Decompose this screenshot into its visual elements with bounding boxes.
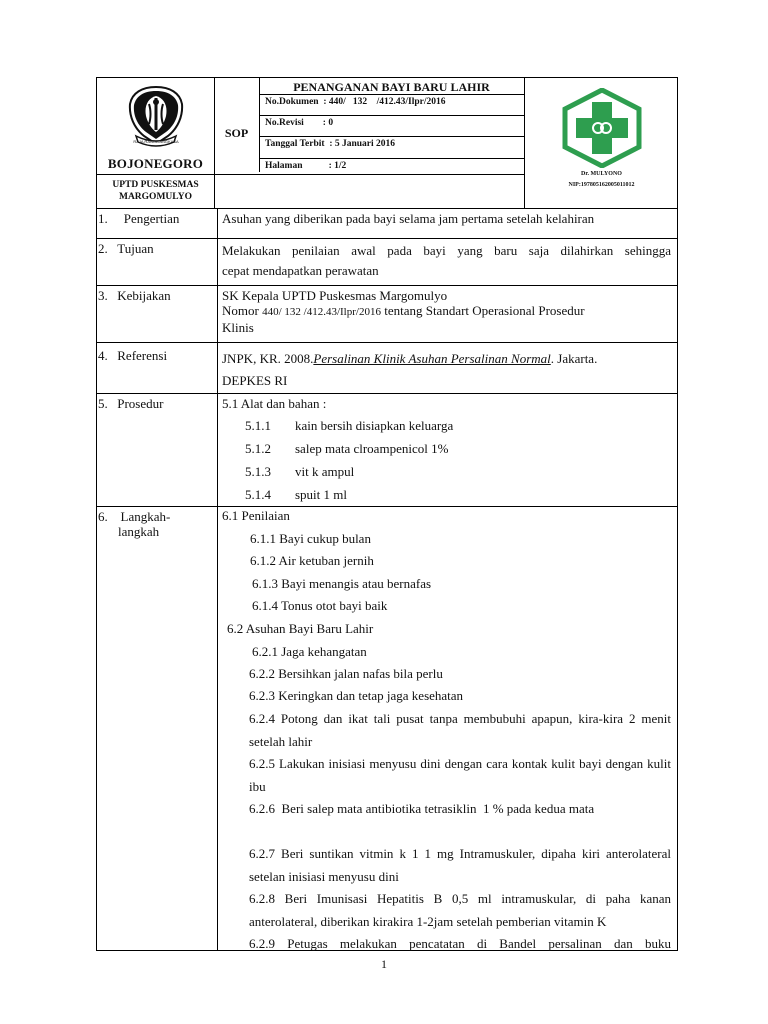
label-kebijakan: Kebijakan <box>117 288 171 303</box>
health-cross-icon <box>561 88 643 168</box>
prosedur-heading: 5.1 Alat dan bahan : <box>222 396 327 411</box>
crest-icon <box>124 84 188 150</box>
list-item: 6.2.5 Lakukan inisiasi menyusu dini dengan cara kontak kulit bayi dengan kulit <box>249 756 671 771</box>
row-referensi: 4. Referensi JNPK, KR. 2008.Persalinan Klinik Asuhan Persalinan Normal. Jakarta. DEPKES RI <box>96 343 678 394</box>
label-langkah: Langkah- <box>120 509 171 524</box>
list-item: 6.2.8 Beri Imunisasi Hepatitis B 0,5 ml intramuskular, di paha kanan <box>249 891 671 906</box>
row-pengertian: 1. Pengertian Asuhan yang diberikan pada bayi selama jam pertama setelah kelahiran <box>96 209 678 239</box>
label-referensi: Referensi <box>117 348 168 363</box>
list-item-cont: anterolateral, diberikan kirakira 1-2jam setelah pemberian vitamin K <box>249 914 607 929</box>
row-langkah: 6. Langkah- langkah 6.1 Penilaian 6.1.1 Bayi cukup bulan 6.1.2 Air ketuban jernih 6.1.3 Bayi menangis atau bernafas 6.1.4 Tonus otot bayi baik 6.2 Asuhan Bayi Baru Lahir 6.2.1 Jaga kehangatan 6.2.2 Bersihkan jalan nafas bila perlu 6.2.3 Keringkan dan tetap jaga kesehatan 6.2.4 Potong dan ikat tali pusat tanpa membubuhi apapun, kira-kira 2 menit setelah lahir 6.2.5 Lakukan inisiasi menyusu dini dengan cara kontak kulit bayi dengan kulit ibu 6.2.6 Beri salep mata antibiotika tetrasiklin 1 % pada kedua mata 6.2.7 Beri suntikan vitmin k 1 1 mg Intramuskuler, dipaha kiri anterolateral setelan inisiasi menyusu dini 6.2.8 Beri Imunisasi Hepatitis B 0,5 ml intramuskular, di paha kanan anterolateral, diberikan kirakira 1-2jam setelah pemberian vitamin K 6.2.9 Petugas melakukan pencatatan di Bandel persalinan dan buku <box>96 507 678 951</box>
row-kebijakan: 3. Kebijakan SK Kepala UPTD Puskesmas Margomulyo Nomor 440/ 132 /412.43/Ilpr/2016 tentang Standart Operasional Prosedur Klinis <box>96 286 678 343</box>
list-item: 6.2.1 Jaga kehangatan <box>252 644 367 659</box>
no-revisi: No.Revisi : 0 <box>265 118 334 128</box>
no-dokumen: No.Dokumen : 440/ 132 /412.43/Ilpr/2016 <box>265 97 446 107</box>
referensi-line2: DEPKES RI <box>222 373 288 388</box>
document-title: PENANGANAN BAYI BARU LAHIR <box>293 80 490 94</box>
tujuan-line2: cepat mendapatkan perawatan <box>222 263 379 278</box>
unit-name: UPTD PUSKESMAS MARGOMULYO <box>112 180 199 202</box>
row-prosedur: 5. Prosedur 5.1 Alat dan bahan : 5.1.1 kain bersih disiapkan keluarga 5.1.2 salep mata clroampenicol 1% 5.1.3 vit k ampul 5.1.4 spuit 1 ml <box>96 394 678 507</box>
puskesmas-logo <box>524 78 679 210</box>
sop-document <box>96 77 678 951</box>
list-item: 6.2.2 Bersihkan jalan nafas bila perlu <box>249 666 443 681</box>
list-item: 6.2.4 Potong dan ikat tali pusat tanpa membubuhi apapun, kira-kira 2 menit <box>249 711 671 726</box>
kebijakan-line2: Nomor 440/ 132 /412.43/Ilpr/2016 tentang Standart Operasional Prosedur <box>222 303 585 318</box>
list-item-cont: ibu <box>249 779 266 794</box>
list-item: 6.1.1 Bayi cukup bulan <box>250 531 371 546</box>
list-item-cont: setelan inisiasi menyusu dini <box>249 869 399 884</box>
list-item: 6.2.7 Beri suntikan vitmin k 1 1 mg Intramuskuler, dipaha kiri anterolateral <box>249 846 671 861</box>
list-item: 6.2.6 Beri salep mata antibiotika tetrasiklin 1 % pada kedua mata <box>249 801 595 816</box>
asuhan-heading: 6.2 Asuhan Bayi Baru Lahir <box>227 621 374 636</box>
label-tujuan: Tujuan <box>117 241 154 256</box>
kebijakan-line1: SK Kepala UPTD Puskesmas Margomulyo <box>222 288 448 303</box>
svg-text:RAJA RANGA ANGKASA: RAJA RANGA ANGKASA <box>132 139 179 144</box>
doctor-name: Dr. MULYONO <box>581 171 622 177</box>
tanggal-terbit: Tanggal Terbit : 5 Januari 2016 <box>265 139 396 149</box>
list-item: 5.1.4 spuit 1 ml <box>245 487 348 502</box>
page-number: 1 <box>381 957 387 971</box>
list-item: 5.1.2 salep mata clroampenicol 1% <box>245 441 449 456</box>
halaman: Halaman : 1/2 <box>265 161 347 171</box>
list-item: 5.1.3 vit k ampul <box>245 464 355 479</box>
sop-label: SOP <box>224 126 249 140</box>
list-item: 6.2.3 Keringkan dan tetap jaga kesehatan <box>249 688 464 703</box>
referensi-line1: JNPK, KR. 2008.Persalinan Klinik Asuhan Persalinan Normal. Jakarta. <box>222 351 598 366</box>
kebijakan-line3: Klinis <box>222 320 254 335</box>
header-table <box>96 77 678 209</box>
list-item: 6.1.4 Tonus otot bayi baik <box>252 598 388 613</box>
row-tujuan: 2. Tujuan Melakukan penilaian awal pada bayi yang baru saja dilahirkan sehingga cepat mendapatkan perawatan <box>96 239 678 286</box>
label-pengertian: Pengertian <box>123 211 180 226</box>
region-name: BOJONEGORO <box>107 156 204 171</box>
list-item: 6.1.2 Air ketuban jernih <box>250 553 374 568</box>
reference-title: Persalinan Klinik Asuhan Persalinan Normal <box>313 351 551 366</box>
tujuan-line1: Melakukan penilaian awal pada bayi yang baru saja dilahirkan sehingga <box>222 243 671 258</box>
doctor-nip: NIP:197805162005011012 <box>568 182 635 188</box>
list-item-cont: setelah lahir <box>249 734 313 749</box>
pengertian-text: Asuhan yang diberikan pada bayi selama jam pertama setelah kelahiran <box>222 211 595 226</box>
list-item: 5.1.1 kain bersih disiapkan keluarga <box>245 418 454 433</box>
list-item: 6.1.3 Bayi menangis atau bernafas <box>252 576 432 591</box>
list-item: 6.2.9 Petugas melakukan pencatatan di Bandel persalinan dan buku <box>249 936 671 951</box>
label-prosedur: Prosedur <box>117 396 164 411</box>
penilaian-heading: 6.1 Penilaian <box>222 508 290 523</box>
